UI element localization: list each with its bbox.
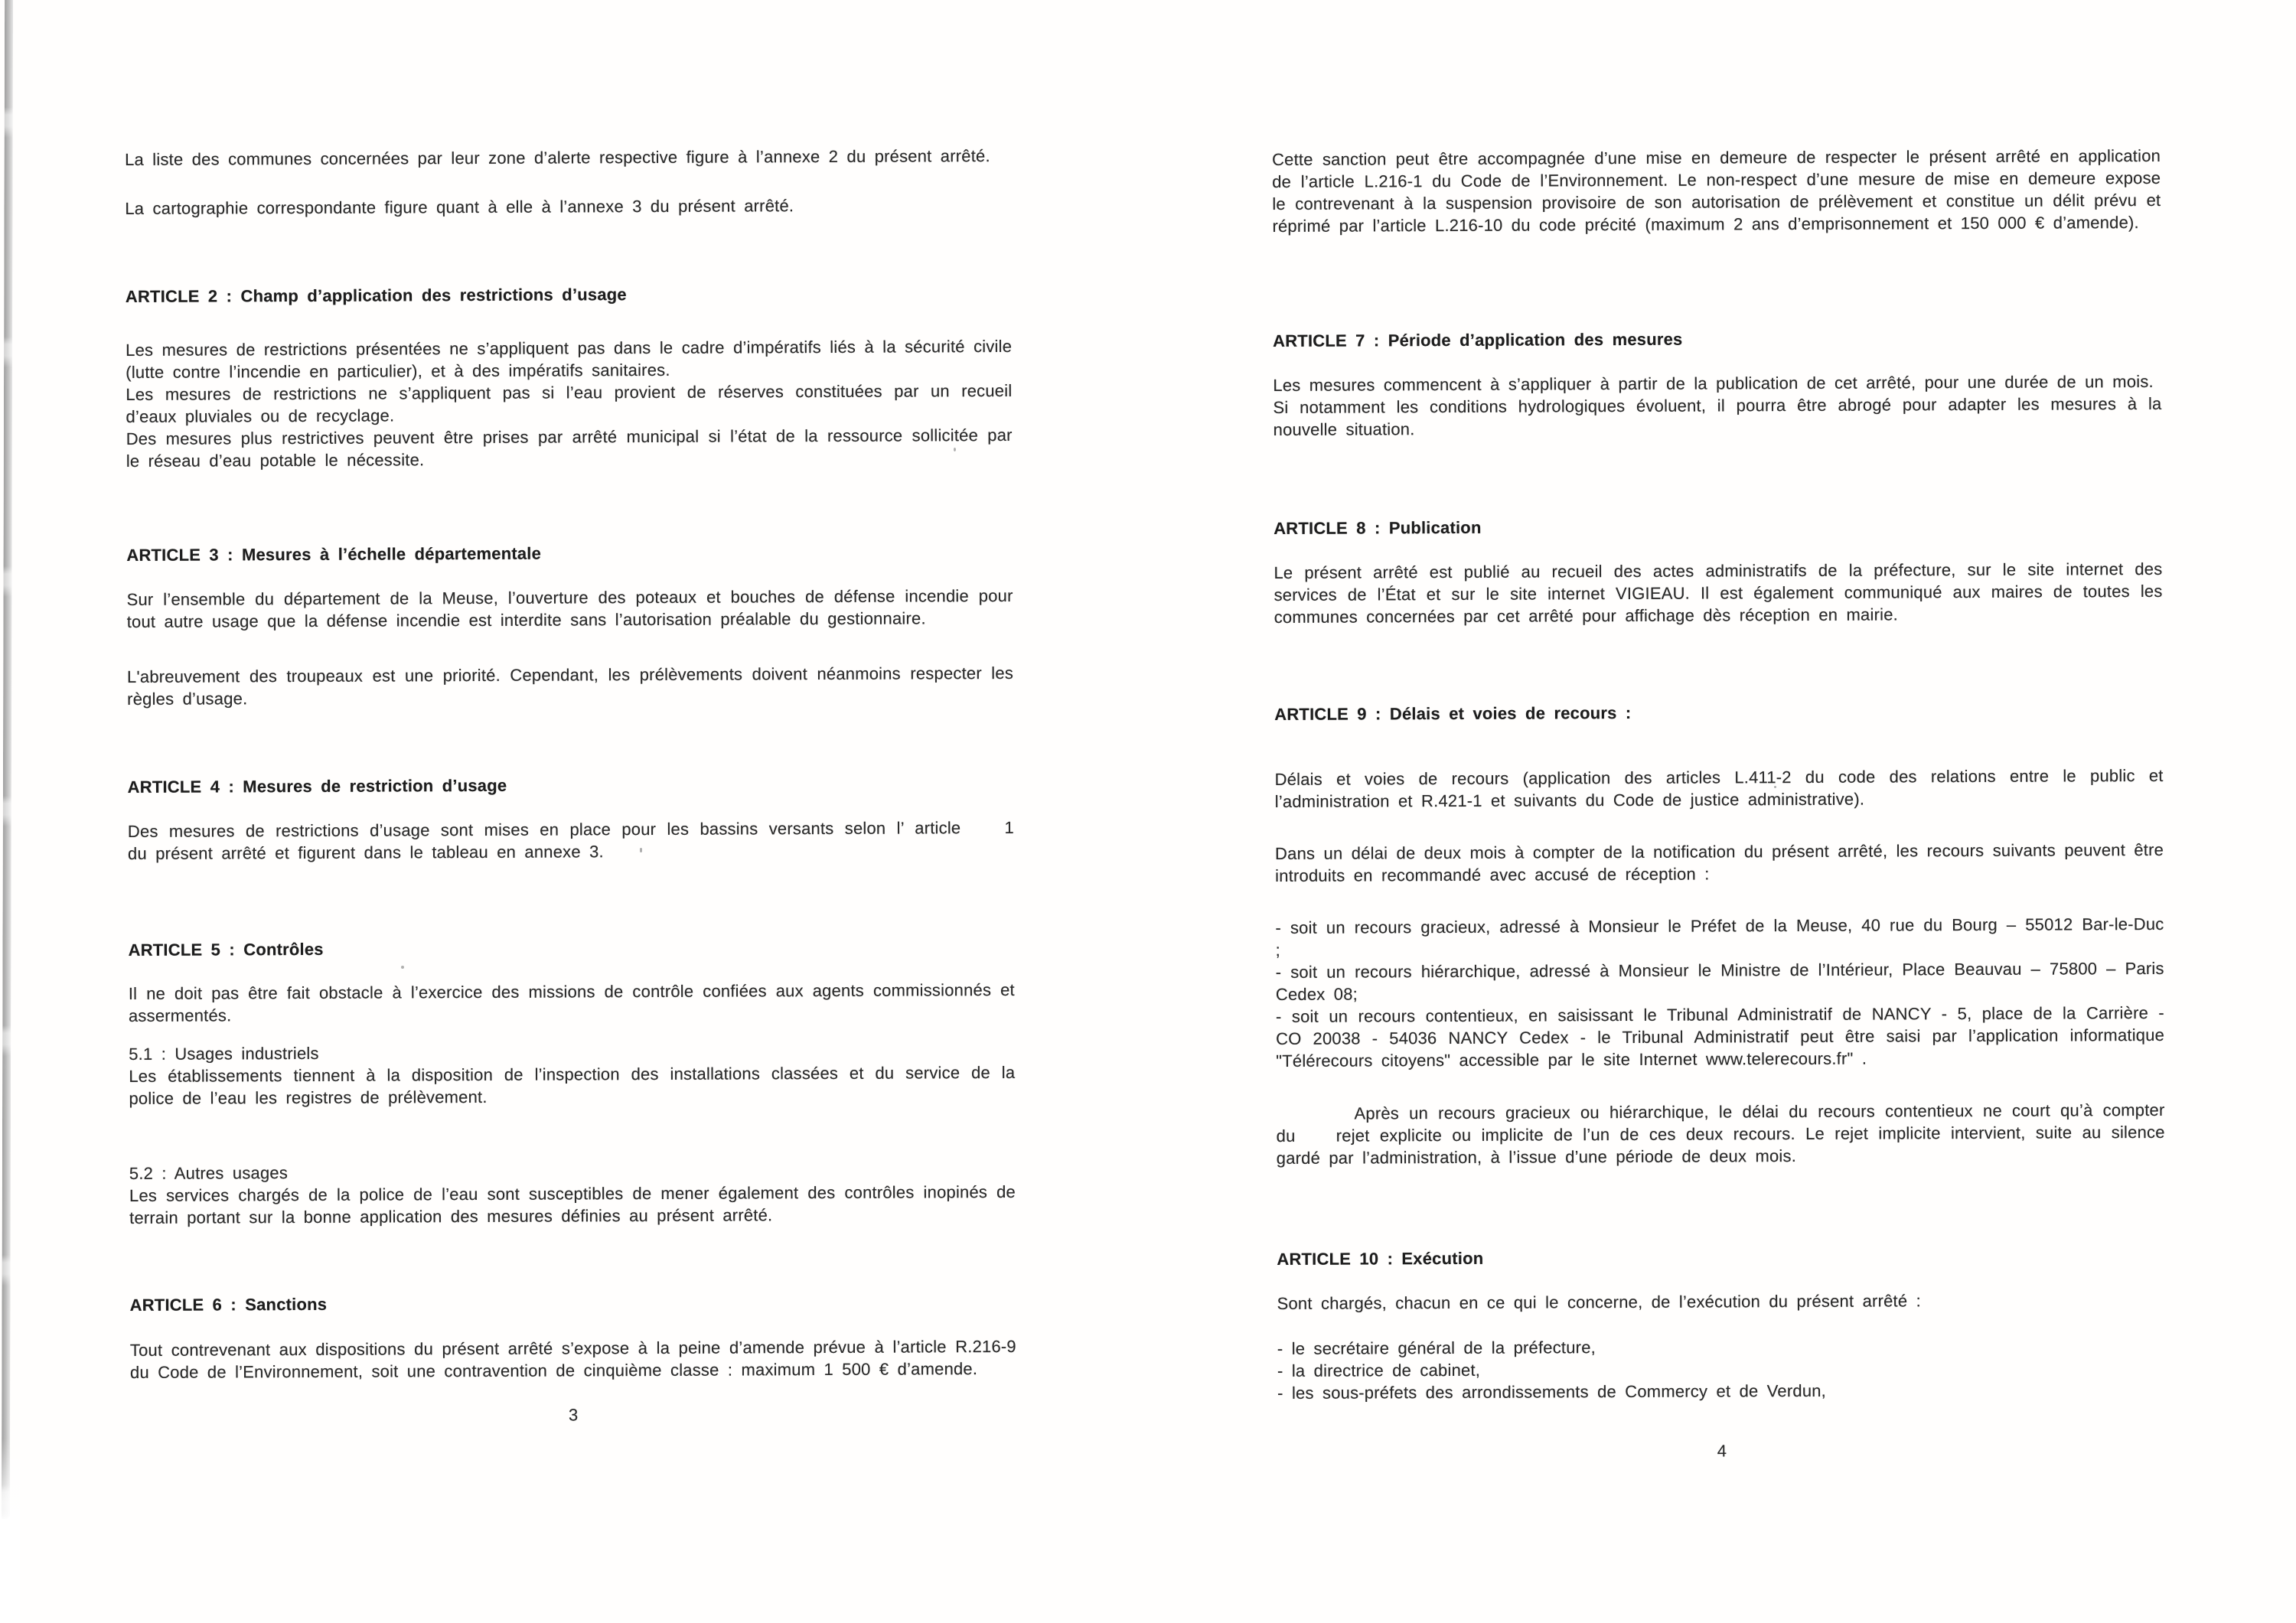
paragraph-cartographie: La cartographie correspondante figure quant à elle à l’annexe 3 du présent arrêté. bbox=[125, 196, 794, 218]
article-9-body-1: Délais et voies de recours (application des articles L.411-2 du code des relations entre le public et l’administration et R.421-1 et suivants du Code de justice administrative). bbox=[1274, 765, 2172, 811]
article-3-heading: ARTICLE 3 : Mesures à l’échelle départementale bbox=[126, 543, 542, 565]
article-6-body: Tout contrevenant aux dispositions du présent arrêté s’expose à la peine d’amende prévue à l’article R.216-9 du Code de l’Environnement, soit une contravention de cinquième classe : maximum 1 500 € d’amende. bbox=[129, 1336, 1026, 1382]
article-4-heading: ARTICLE 4 : Mesures de restriction d’usage bbox=[127, 775, 507, 797]
article-5-heading: ARTICLE 5 : Contrôles bbox=[128, 939, 324, 960]
article-10-charges-list: - le secrétaire général de la préfecture, - la directrice de cabinet, - les sous-préfets des arrondissements de Commercy et de Verdun, bbox=[1277, 1338, 1827, 1403]
paragraph-annexe2: La liste des communes concernées par leur zone d’alerte respective figure à l’annexe 2 du présent arrêté. bbox=[125, 146, 990, 169]
document-page-4 bbox=[1272, 145, 2174, 1464]
article-5-1-usages-industriels: 5.1 : Usages industriels Les établissements tiennent à la disposition de l’inspection des installations classées et du service de la police de l’eau les registres de prélèvement. bbox=[129, 1043, 1024, 1108]
article-5-body: Il ne doit pas être fait obstacle à l’exercice des missions de contrôle confiées aux agents commissionnés et assermentés. bbox=[128, 979, 1024, 1025]
page-number: 3 bbox=[568, 1405, 579, 1425]
article-3-body-2: L'abreuvement des troupeaux est une priorité. Cependant, les prélèvements doivent néanmoins respecter les règles d’usage. bbox=[126, 663, 1022, 709]
scan-edge-fade bbox=[0, 1439, 20, 1623]
article-7-body: Les mesures commencent à s’appliquer à partir de la publication de cet arrêté, pour une durée de un mois. Si notamment les conditions hydrologiques évoluent, il pourra être abrogé pour adapter les mesures à la nouvelle situation. bbox=[1273, 371, 2170, 439]
article-9-body-2: Dans un délai de deux mois à compter de la notification du présent arrêté, les recours suivants peuvent être introduits en recommandé avec accusé de réception : bbox=[1274, 839, 2173, 885]
document-page-3 bbox=[125, 145, 1049, 1428]
article-10-body: Sont chargés, chacun en ce qui le concerne, de l’exécution du présent arrêté : bbox=[1277, 1291, 1921, 1313]
article-4-body: Des mesures de restrictions d’usage sont mises en place pour les bassins versants selon l’ article 1 du présent arrêté et figurent dans le tableau en annexe 3. bbox=[127, 817, 1049, 863]
article-7-heading: ARTICLE 7 : Période d’application des mesures bbox=[1273, 329, 1683, 350]
article-8-heading: ARTICLE 8 : Publication bbox=[1274, 517, 1482, 538]
recours-delai-note: Après un recours gracieux ou hiérarchique, le délai du recours contentieux ne court qu’à compter du rejet explicite ou implicite de l’un de ces deux recours. Le rejet implicite intervient, suite au silence gardé par l’administration, à l’issue d’une période de deux mois. bbox=[1276, 1100, 2174, 1168]
article-8-body: Le présent arrêté est publié au recueil des actes administratifs de la préfecture, sur le site internet des services de l’État et sur le site internet VIGIEAU. Il est également communiqué aux maires de toutes les communes concernées par cet arrêté pour affichage dès réception en mairie. bbox=[1274, 559, 2171, 627]
article-6-heading: ARTICLE 6 : Sanctions bbox=[129, 1294, 328, 1315]
article-5-2-autres-usages: 5.2 : Autres usages Les services chargés de la police de l’eau sont susceptibles de mener également des contrôles inopinés de terrain portant sur la bonne application des mesures définies au présent arrêté. bbox=[129, 1163, 1025, 1227]
recours-list: - soit un recours gracieux, adressé à Monsieur le Préfet de la Meuse, 40 rue du Bourg – 55012 Bar-le-Duc ; - soit un recours hiérarchique, adressé à Monsieur le Ministre de l’Intérieur, Place Beauvau – 75800 – Paris Cedex 08; - soit un recours contentieux, en saisissant le Tribunal Administratif de NANCY - 5, place de la Carrière - CO 20038 - 54036 NANCY Cedex - le Tribunal Administratif peut être saisi par l’application informatique "Télérecours citoyens" accessible par le site Internet www.telerecours.fr" . bbox=[1275, 914, 2174, 1071]
article-3-body-1: Sur l’ensemble du département de la Meuse, l’ouverture des poteaux et bouches de défense incendie pour tout autre usage que la défense incendie est interdite sans l’autorisation préalable du gestionnaire. bbox=[126, 585, 1022, 631]
article-9-heading: ARTICLE 9 : Délais et voies de recours : bbox=[1274, 702, 1632, 724]
article-2-body: Les mesures de restrictions présentées ne s’appliquent pas dans le cadre d’impératifs liés à la sécurité civile (lutte contre l’incendie en particulier), et à des impératifs sanitaires. Les mesures de restrictions ne s’appliquent pas si l’eau provient de réserves constituées par un recueil d’eaux pluviales ou de recyclage. Des mesures plus restrictives peuvent être prises par arrêté municipal si l’état de la ressource sollicitée par le réseau d’eau potable le nécessite. bbox=[126, 336, 1022, 471]
scan-edge-artifact bbox=[2, 0, 13, 1519]
page-number: 4 bbox=[1717, 1441, 1727, 1461]
article-10-heading: ARTICLE 10 : Exécution bbox=[1277, 1248, 1484, 1269]
sanction-mise-en-demeure: Cette sanction peut être accompagnée d’une mise en demeure de respecter le présent arrêté en application de l’article L.216-1 du Code de l’Environnement. Le non-respect d’une mesure de mise en demeure expose le contrevenant à la suspension provisoire de son autorisation de prélèvement et constitue un délit prévu et réprimé par l’article L.216-10 du code précité (maximum 2 ans d’emprisonnement et 150 000 € d’amende). bbox=[1272, 145, 2170, 236]
article-2-heading: ARTICLE 2 : Champ d’application des restrictions d’usage bbox=[125, 285, 627, 306]
